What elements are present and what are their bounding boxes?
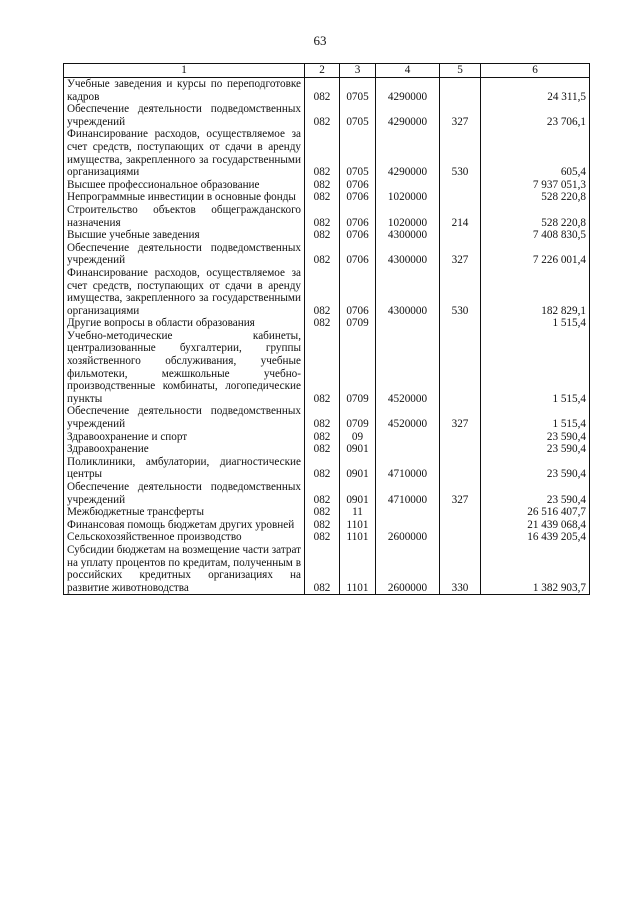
row-target-article-cell: 4520000 [376,405,440,430]
table-header-row [64,64,590,78]
row-amount-cell: 23 590,4 [481,443,590,456]
row-section-code-cell: 1101 [340,544,376,595]
row-expense-type-cell [440,443,481,456]
row-amount-cell: 1 515,4 [481,405,590,430]
table-row [64,204,590,229]
row-amount-cell: 1 515,4 [481,330,590,406]
table-row [64,229,590,242]
row-expense-type-cell: 327 [440,242,481,267]
row-section-code-cell: 0705 [340,103,376,128]
header-cell: 5 [440,64,481,78]
row-section-code-cell: 0706 [340,204,376,229]
row-section-code-cell: 0706 [340,179,376,192]
row-name-cell: Высшее профессиональное образование [64,179,305,192]
row-target-article-cell [376,179,440,192]
row-expense-type-cell [440,330,481,406]
row-section-code-cell: 0706 [340,242,376,267]
row-ministry-code-cell: 082 [305,506,340,519]
row-expense-type-cell [440,191,481,204]
row-target-article-cell [376,431,440,444]
row-name-cell: Обеспечение деятельности подведомственных учреждений [64,103,305,128]
row-ministry-code-cell: 082 [305,103,340,128]
row-name-cell: Учебные заведения и курсы по переподготовке кадров [64,78,305,104]
header-cell: 4 [376,64,440,78]
row-target-article-cell [376,506,440,519]
row-amount-cell: 24 311,5 [481,78,590,104]
row-ministry-code-cell: 082 [305,191,340,204]
table-row [64,317,590,330]
row-expense-type-cell [440,179,481,192]
page-number: 63 [313,33,327,48]
table-row [64,78,590,104]
row-section-code-cell: 0706 [340,229,376,242]
row-amount-cell: 23 706,1 [481,103,590,128]
table-row [64,481,590,506]
row-ministry-code-cell: 082 [305,330,340,406]
row-target-article-cell: 4710000 [376,456,440,481]
row-ministry-code-cell: 082 [305,531,340,544]
row-expense-type-cell [440,317,481,330]
row-target-article-cell: 4300000 [376,242,440,267]
header-cell: 1 [64,64,305,78]
row-name-cell: Высшие учебные заведения [64,229,305,242]
row-amount-cell: 528 220,8 [481,191,590,204]
row-section-code-cell: 0705 [340,128,376,178]
row-amount-cell: 26 516 407,7 [481,506,590,519]
row-target-article-cell [376,519,440,532]
row-name-cell: Здравоохранение [64,443,305,456]
row-ministry-code-cell: 082 [305,179,340,192]
row-section-code-cell: 0705 [340,78,376,104]
row-target-article-cell: 4290000 [376,103,440,128]
row-ministry-code-cell: 082 [305,242,340,267]
row-expense-type-cell: 327 [440,405,481,430]
row-amount-cell: 528 220,8 [481,204,590,229]
table-row [64,191,590,204]
row-amount-cell: 23 590,4 [481,481,590,506]
row-name-cell: Непрограммные инвестиции в основные фонды [64,191,305,204]
row-section-code-cell: 0901 [340,481,376,506]
row-target-article-cell: 2600000 [376,531,440,544]
row-amount-cell: 23 590,4 [481,431,590,444]
table-row [64,128,590,178]
row-ministry-code-cell: 082 [305,456,340,481]
row-expense-type-cell: 530 [440,128,481,178]
row-target-article-cell: 4290000 [376,78,440,104]
row-ministry-code-cell: 082 [305,229,340,242]
table-row [64,519,590,532]
row-ministry-code-cell: 082 [305,431,340,444]
row-target-article-cell: 4300000 [376,229,440,242]
row-amount-cell: 23 590,4 [481,456,590,481]
budget-table [63,63,590,595]
row-section-code-cell: 0901 [340,443,376,456]
row-target-article-cell: 1020000 [376,191,440,204]
row-name-cell: Строительство объектов общегражданского назначения [64,204,305,229]
row-amount-cell: 16 439 205,4 [481,531,590,544]
row-amount-cell: 1 382 903,7 [481,544,590,595]
row-expense-type-cell: 214 [440,204,481,229]
row-ministry-code-cell: 082 [305,443,340,456]
row-name-cell: Обеспечение деятельности подведомственных учреждений [64,405,305,430]
table-row [64,506,590,519]
row-ministry-code-cell: 082 [305,519,340,532]
row-name-cell: Поликлиники, амбулатории, диагностические центры [64,456,305,481]
row-name-cell: Обеспечение деятельности подведомственных учреждений [64,481,305,506]
row-ministry-code-cell: 082 [305,317,340,330]
row-expense-type-cell [440,531,481,544]
table-row [64,544,590,595]
table-row [64,456,590,481]
header-cell: 2 [305,64,340,78]
table-row [64,531,590,544]
row-target-article-cell: 4300000 [376,267,440,317]
row-name-cell: Сельскохозяйственное производство [64,531,305,544]
row-expense-type-cell [440,456,481,481]
row-amount-cell: 605,4 [481,128,590,178]
row-target-article-cell: 4520000 [376,330,440,406]
row-ministry-code-cell: 082 [305,204,340,229]
row-section-code-cell: 0709 [340,405,376,430]
row-target-article-cell: 1020000 [376,204,440,229]
table-row [64,405,590,430]
row-target-article-cell: 4290000 [376,128,440,178]
row-expense-type-cell: 330 [440,544,481,595]
row-ministry-code-cell: 082 [305,405,340,430]
row-name-cell: Обеспечение деятельности подведомственных учреждений [64,242,305,267]
table-row [64,103,590,128]
row-name-cell: Здравоохранение и спорт [64,431,305,444]
table-row [64,431,590,444]
table-row [64,242,590,267]
row-section-code-cell: 11 [340,506,376,519]
row-expense-type-cell [440,431,481,444]
row-ministry-code-cell: 082 [305,267,340,317]
row-section-code-cell: 09 [340,431,376,444]
header-cell: 6 [481,64,590,78]
row-expense-type-cell: 327 [440,103,481,128]
row-target-article-cell: 2600000 [376,544,440,595]
row-section-code-cell: 0706 [340,267,376,317]
row-target-article-cell [376,443,440,456]
row-ministry-code-cell: 082 [305,481,340,506]
row-ministry-code-cell: 082 [305,78,340,104]
row-expense-type-cell [440,506,481,519]
header-cell: 3 [340,64,376,78]
row-target-article-cell: 4710000 [376,481,440,506]
row-ministry-code-cell: 082 [305,128,340,178]
row-name-cell: Субсидии бюджетам на возмещение части затрат на уплату процентов по кредитам, полученным в российских кредитных организациях на развитие животноводства [64,544,305,595]
row-expense-type-cell: 530 [440,267,481,317]
row-section-code-cell: 0709 [340,317,376,330]
row-expense-type-cell [440,78,481,104]
row-name-cell: Финансовая помощь бюджетам других уровней [64,519,305,532]
row-name-cell: Финансирование расходов, осуществляемое за счет средств, поступающих от сдачи в аренду имущества, закрепленного за государственными организациями [64,267,305,317]
row-expense-type-cell [440,229,481,242]
row-expense-type-cell: 327 [440,481,481,506]
row-target-article-cell [376,317,440,330]
row-section-code-cell: 0901 [340,456,376,481]
row-ministry-code-cell: 082 [305,544,340,595]
row-amount-cell: 7 408 830,5 [481,229,590,242]
row-name-cell: Учебно-методические кабинеты, централизованные бухгалтерии, группы хозяйственного обслуживания, учебные фильмотеки, межшкольные учебно-производственные комбинаты, логопедические пункты [64,330,305,406]
table-row [64,330,590,406]
row-name-cell: Другие вопросы в области образования [64,317,305,330]
row-name-cell: Межбюджетные трансферты [64,506,305,519]
row-name-cell: Финансирование расходов, осуществляемое за счет средств, поступающих от сдачи в аренду имущества, закрепленного за государственными организациями [64,128,305,178]
row-section-code-cell: 1101 [340,519,376,532]
table-row [64,267,590,317]
row-amount-cell: 7 937 051,3 [481,179,590,192]
row-section-code-cell: 0706 [340,191,376,204]
row-amount-cell: 21 439 068,4 [481,519,590,532]
table-row [64,443,590,456]
row-amount-cell: 1 515,4 [481,317,590,330]
row-section-code-cell: 1101 [340,531,376,544]
row-expense-type-cell [440,519,481,532]
table-row [64,179,590,192]
row-amount-cell: 7 226 001,4 [481,242,590,267]
row-amount-cell: 182 829,1 [481,267,590,317]
row-section-code-cell: 0709 [340,330,376,406]
